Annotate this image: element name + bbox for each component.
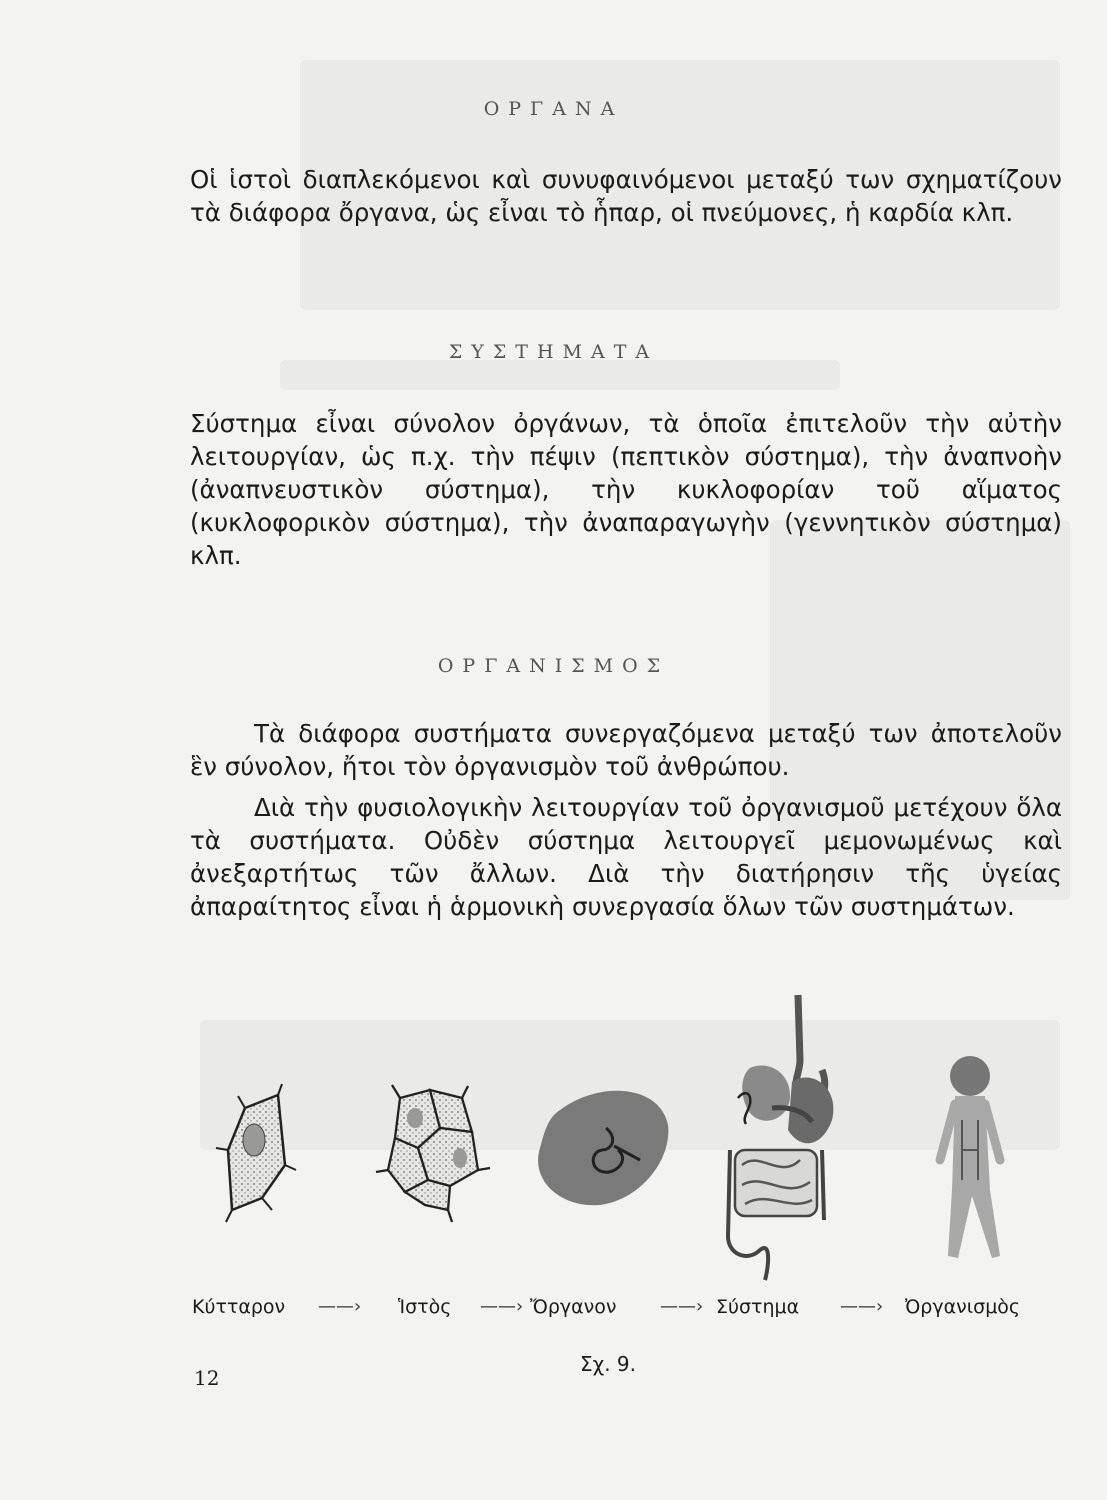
label-cell: Κύτταρον (192, 1296, 286, 1318)
arrow-icon: ——› (318, 1296, 362, 1317)
paragraph-organismos-2: Διὰ τὴν φυσιολογικὴν λειτουργίαν τοῦ ὀργανισμοῦ μετέχουν ὅλα τὰ συστήματα. Οὐδὲν σύστημα λειτουργεῖ μεμονωμένως καὶ ἀνεξαρτήτως τῶν ἄλλων. Διὰ τὴν διατήρησιν τῆς ὑγείας ἀπαραίτητος εἶναι ἡ ἁρμονικὴ συνεργασία ὅλων τῶν συστημάτων. (190, 793, 1062, 921)
paragraph-systimata: Σύστημα εἶναι σύνολον ὀργάνων, τὰ ὁποῖα ἐπιτελοῦν τὴν αὐτὴν λειτουργίαν, ὡς π.χ. τὴν πέψιν (πεπτικὸν σύστημα), τὴν ἀναπνοὴν (ἀναπνευστικὸν σύστημα), τὴν κυκλοφορίαν τοῦ αἵματος (κυκλοφορικὸν σύστημα), τὴν ἀναπαραγωγὴν (γεννητικὸν σύστημα) κλπ. (190, 409, 1062, 570)
arrow-icon: ——› (480, 1296, 524, 1317)
section-title-organa: ΟΡΓΑΝΑ (483, 98, 624, 120)
section-title-systimata: ΣΥΣΤΗΜΑΤΑ (448, 341, 659, 363)
label-tissue: Ἱστὸς (398, 1296, 452, 1318)
arrow-icon: ——› (840, 1296, 884, 1317)
arrow-icon: ——› (660, 1296, 704, 1317)
organism-drawing (940, 1056, 1000, 1258)
label-organism: Ὀργανισμὸς (905, 1296, 1021, 1318)
cell-drawing (216, 1084, 296, 1222)
organ-drawing (538, 1091, 668, 1206)
label-system: Σύστημα (716, 1296, 800, 1318)
system-drawing (728, 995, 833, 1280)
figure-caption: Σχ. 9. (580, 1352, 636, 1376)
paragraph-organa: Οἱ ἱστοὶ διαπλεκόμενοι καὶ συνυφαινόμενοι μεταξύ των σχηματίζουν τὰ διάφορα ὄργανα, ὡς εἶναι τὸ ἧπαρ, οἱ πνεύμονες, ἡ καρδία κλπ. (190, 165, 1062, 227)
label-organ: Ὄργανον (530, 1296, 617, 1318)
page-number: 12 (194, 1366, 220, 1390)
tissue-drawing (376, 1085, 490, 1222)
paragraph-organismos-1: Τὰ διάφορα συστήματα συνεργαζόμενα μεταξύ των ἀποτελοῦν ἓν σύνολον, ἤτοι τὸν ὀργανισμὸν τοῦ ἀνθρώπου. (190, 719, 1062, 781)
section-title-organismos: ΟΡΓΑΝΙΣΜΟΣ (437, 655, 670, 677)
